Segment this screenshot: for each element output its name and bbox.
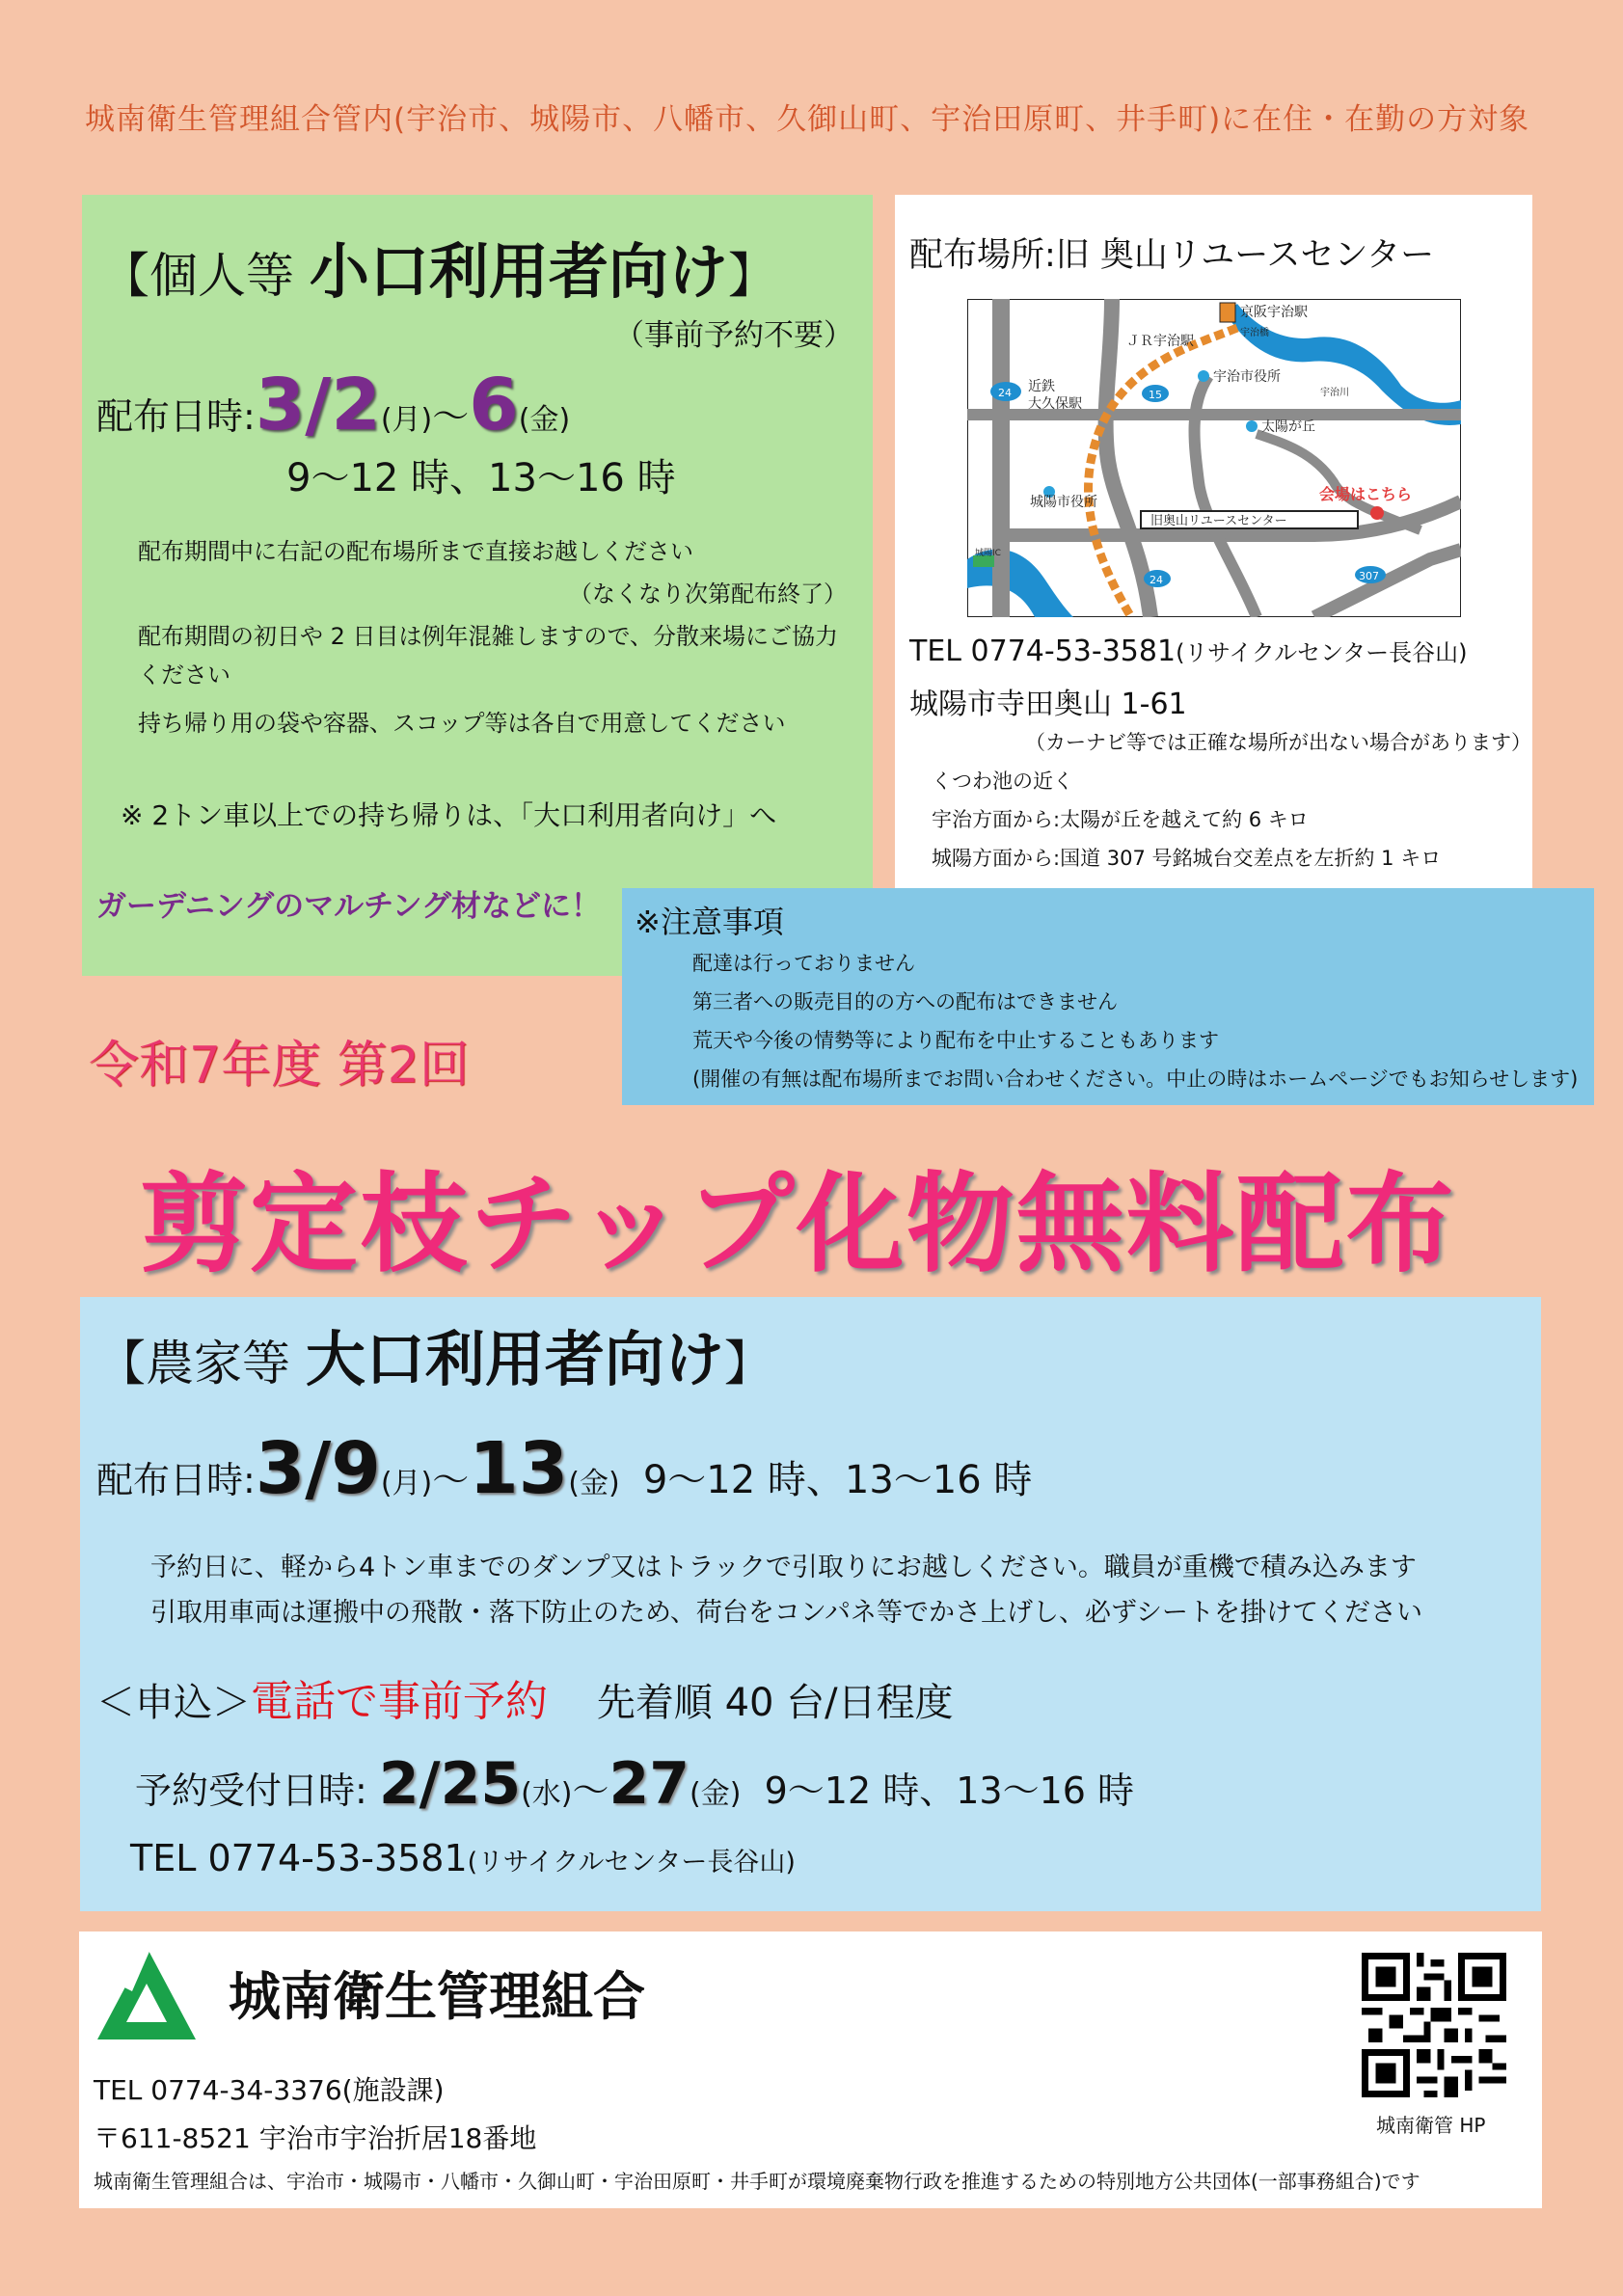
end-date: 13 [469, 1427, 569, 1510]
note-truck-pickup: 予約日に、軽から4トン車までのダンプ又はトラックで引取りにお越しください。職員が重機で積み込みます [150, 1553, 1417, 1582]
note-two-ton-trucks: ※ 2トン車以上での持ち帰りは、「大口利用者向け」へ [121, 799, 777, 831]
note-cover-sheet: 引取用車両は運搬中の飛散・落下防止のため、荷台をコンパネ等でかさ上げし、必ずシートを掛けてください [150, 1598, 1422, 1628]
map-label-uji-city-hall: 宇治市役所 [1213, 369, 1281, 385]
start-date: 3/2 [255, 364, 381, 446]
bracket-open: 【 [101, 248, 149, 304]
caution-title: ※注意事項 [635, 904, 784, 940]
start-weekday: (月) [380, 1467, 433, 1500]
end-weekday: (金) [568, 1467, 620, 1500]
bracket-close: 】 [723, 1336, 772, 1391]
main-title: 剪定枝チップ化物無料配布 [140, 1162, 1456, 1287]
category-label: 個人等 [149, 248, 294, 304]
caution-item: 荒天や今後の情勢等により配布を中止することもあります [692, 1029, 1219, 1052]
map-route-307: 307 [1359, 570, 1379, 582]
reserve-start-date: 2/25 [378, 1750, 522, 1818]
organization-name: 城南衛生管理組合 [229, 1966, 645, 2027]
map-route-15: 15 [1149, 389, 1162, 401]
large-phone-number: TEL 0774-53-3581 [130, 1837, 468, 1879]
bracket-close: 】 [727, 248, 776, 304]
organization-address: 〒611-8521 宇治市宇治折居18番地 [94, 2122, 537, 2154]
organization-phone: TEL 0774-34-3376(施設課) [94, 2074, 445, 2106]
small-distribution-dates [96, 364, 570, 446]
end-date: 6 [469, 364, 519, 446]
access-map [967, 299, 1461, 617]
note-until-gone: （なくなり次第配布終了） [569, 581, 847, 608]
qr-code-label: 城南衛管 HP [1376, 2114, 1486, 2137]
direction-from-uji: 宇治方面から:太陽が丘を越えて約 6 キロ [932, 808, 1309, 831]
date-label: 配布日時: [96, 1459, 256, 1501]
large-distribution-dates [96, 1427, 1032, 1510]
gardening-mulch-note: ガーデニングのマルチング材などに！ [96, 889, 601, 924]
start-weekday: (月) [380, 403, 433, 437]
car-navi-note: （カーナビ等では正確な場所が出ない場合があります） [1025, 731, 1531, 754]
place-phone-facility: (リサイクルセンター長谷山) [1176, 639, 1468, 666]
reserve-end-weekday: (金) [690, 1777, 742, 1811]
note-crowding: 配布期間の初日や 2 日目は例年混雑しますので、分散来場にご協力 [138, 623, 839, 650]
caution-item: (開催の有無は配布場所までお問い合わせください。中止の時はホームページでもお知らせします) [692, 1067, 1579, 1091]
direction-landmark: くつわ池の近く [932, 770, 1073, 793]
footer [79, 1931, 1542, 2208]
reserve-label: 予約受付日時: [135, 1769, 367, 1812]
category-label: 農家等 [146, 1336, 290, 1391]
reserve-hours: 9～12 時、13～16 時 [764, 1769, 1135, 1812]
capacity-note: 先着順 40 台/日程度 [596, 1681, 954, 1725]
start-date: 3/9 [255, 1427, 381, 1510]
map-label-okubo: 大久保駅 [1028, 396, 1082, 412]
map-route-24-south: 24 [1150, 574, 1163, 586]
map-label-joyo-ic: 城陽IC [975, 549, 1001, 558]
large-phone-facility: (リサイクルセンター長谷山) [467, 1848, 796, 1877]
apply-label: ＜申込＞ [96, 1681, 251, 1725]
apply-method: 電話で事前予約 [251, 1677, 548, 1726]
distribution-place-panel [895, 195, 1532, 889]
date-label: 配布日時: [96, 395, 256, 438]
range-tilde: ～ [432, 395, 470, 438]
map-label-keihan: 京阪宇治駅 [1240, 305, 1308, 320]
reserve-end-date: 27 [609, 1750, 690, 1818]
reserve-start-weekday: (水) [521, 1777, 573, 1811]
map-label-joyo-city-hall: 城陽市役所 [1030, 495, 1097, 510]
map-label-uji-river: 宇治川 [1320, 388, 1349, 398]
large-users-heading [97, 1311, 772, 1397]
end-weekday: (金) [518, 403, 571, 437]
place-title: 配布場所:旧 奥山リユースセンター [909, 236, 1435, 275]
map-label-venue: 会場はこちら [1319, 485, 1413, 503]
small-users-panel [82, 195, 873, 976]
map-label-reuse-center: 旧奥山リユースセンター [1150, 514, 1287, 528]
range-tilde: ～ [432, 1459, 470, 1501]
organization-description: 城南衛生管理組合は、宇治市・城陽市・八幡市・久御山町・宇治田原町・井手町が環境廃棄物行政を推進するための特別地方公共団体(一部事務組合)です [94, 2170, 1420, 2193]
large-phone [130, 1837, 796, 1879]
note-direct-visit: 配布期間中に右記の配布場所まで直接お越しください [138, 538, 693, 565]
small-distribution-hours: 9～12 時、13～16 時 [286, 456, 676, 500]
map-label-jr-uji: ＪＲ宇治駅 [1126, 334, 1194, 349]
heading-title: 大口利用者向け [305, 1324, 724, 1394]
place-address: 城陽市寺田奥山 1-61 [909, 688, 1187, 721]
homepage-qr-code[interactable] [1362, 1953, 1506, 2097]
fiscal-year-label: 令和7年度 第2回 [89, 1037, 470, 1094]
distribution-hours: 9～12 時、13～16 時 [642, 1458, 1033, 1502]
no-reservation-note: （事前予約不要） [614, 318, 853, 353]
bracket-open: 【 [97, 1336, 146, 1391]
map-label-kintetsu: 近鉄 [1028, 379, 1055, 394]
note-crowding-cont: ください [138, 662, 230, 689]
large-users-panel [80, 1297, 1541, 1911]
map-route-24-north: 24 [998, 387, 1012, 399]
map-label-uji-bridge: 宇治橋 [1240, 328, 1269, 338]
organization-logo-icon [94, 1943, 200, 2044]
small-users-heading [101, 224, 776, 310]
heading-title: 小口利用者向け [309, 236, 728, 307]
application-info [96, 1666, 954, 1728]
target-residents-note: 城南衛生管理組合管内(宇治市、城陽市、八幡市、久御山町、宇治田原町、井手町)に在住・在勤の方対象 [85, 102, 1530, 137]
caution-item: 第三者への販売目的の方への配布はできません [692, 990, 1118, 1013]
caution-panel [622, 888, 1594, 1105]
map-label-taiyo: 太陽が丘 [1261, 419, 1315, 435]
place-phone [909, 634, 1467, 668]
place-phone-number: TEL 0774-53-3581 [909, 635, 1177, 668]
reserve-tilde: ～ [572, 1769, 609, 1812]
caution-item: 配達は行っておりません [692, 952, 915, 975]
note-bring-containers: 持ち帰り用の袋や容器、スコップ等は各自で用意してください [138, 710, 786, 737]
direction-from-joyo: 城陽方面から:国道 307 号銘城台交差点を左折約 1 キロ [932, 847, 1442, 870]
reservation-period [135, 1750, 1134, 1818]
